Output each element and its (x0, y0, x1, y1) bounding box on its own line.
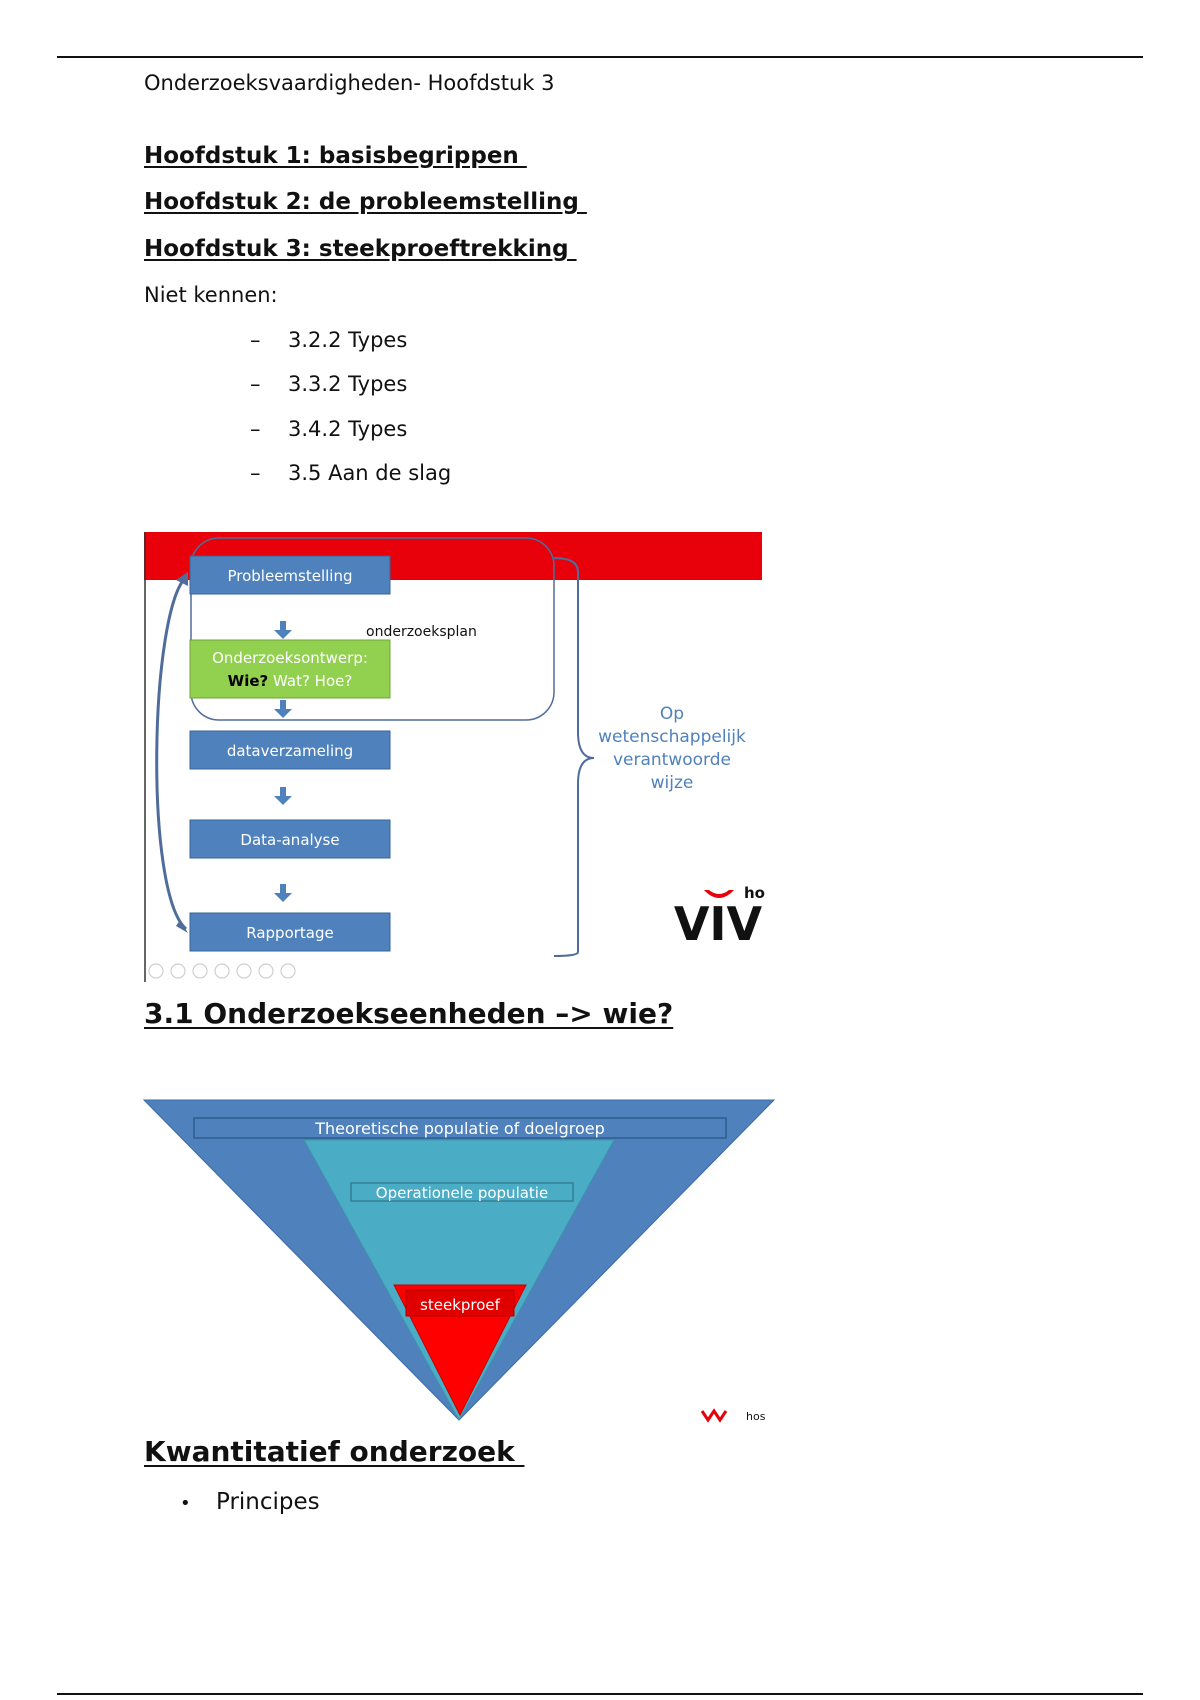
chapter-1-heading: Hoofdstuk 1: basisbegrippen (144, 143, 527, 169)
dash-marker: – (250, 417, 261, 441)
footer-rule (57, 1693, 1143, 1695)
item-text: 3.3.2 Types (288, 372, 408, 396)
research-process-figure (144, 532, 765, 982)
research-design-questions (228, 672, 353, 690)
item-text: 3.4.2 Types (288, 417, 408, 441)
not-required-item (250, 417, 407, 441)
step-label-rapportage: Rapportage (246, 924, 334, 942)
item-text: 3.5 Aan de slag (288, 461, 452, 485)
design-wat-hoe: Wat? Hoe? (268, 672, 353, 690)
brace-text-line: wijze (650, 773, 694, 793)
quantitative-heading: Kwantitatief onderzoek (144, 1435, 525, 1468)
brace-text-line: Op (659, 704, 685, 724)
step-label-data-analyse: Data-analyse (240, 831, 340, 849)
viv-logo: VIV (673, 897, 763, 951)
dash-marker: – (250, 372, 261, 396)
population-funnel-figure (144, 1100, 774, 1423)
research-plan-label: onderzoeksplan (366, 624, 477, 640)
section-heading: 3.1 Onderzoekseenheden –> wie? (144, 997, 674, 1030)
brace-text-line: wetenschappelijk (598, 727, 746, 747)
dash-marker: – (250, 328, 261, 352)
research-design-label: Onderzoeksontwerp: (212, 649, 368, 667)
brace-text-line: verantwoorde (612, 750, 732, 770)
chapter-2-heading: Hoofdstuk 2: de probleemstelling (144, 189, 587, 215)
running-header: Onderzoeksvaardigheden- Hoofdstuk 3 (144, 71, 555, 95)
not-required-item (250, 372, 407, 396)
list-item-text: Principes (216, 1489, 320, 1515)
step-label-dataverzameling: dataverzameling (226, 742, 354, 760)
corner-logo-text: hos (746, 1410, 766, 1423)
step-label-probleemstelling: Probleemstelling (227, 567, 353, 585)
viv-logo-small: ho (744, 884, 765, 902)
not-required-item (250, 461, 451, 485)
chapter-3-heading: Hoofdstuk 3: steekproeftrekking (144, 236, 577, 262)
operational-population-label: Operationele populatie (375, 1184, 549, 1202)
not-required-label: Niet kennen: (144, 283, 278, 307)
list-item (180, 1489, 320, 1515)
not-required-item (250, 328, 407, 352)
theoretical-population-label: Theoretische populatie of doelgroep (315, 1119, 605, 1138)
item-text: 3.2.2 Types (288, 328, 408, 352)
header-rule (57, 56, 1143, 58)
sample-label: steekproef (420, 1296, 500, 1314)
design-wie: Wie? (227, 672, 269, 690)
dash-marker: – (250, 461, 261, 485)
bullet-marker: • (180, 1493, 191, 1514)
